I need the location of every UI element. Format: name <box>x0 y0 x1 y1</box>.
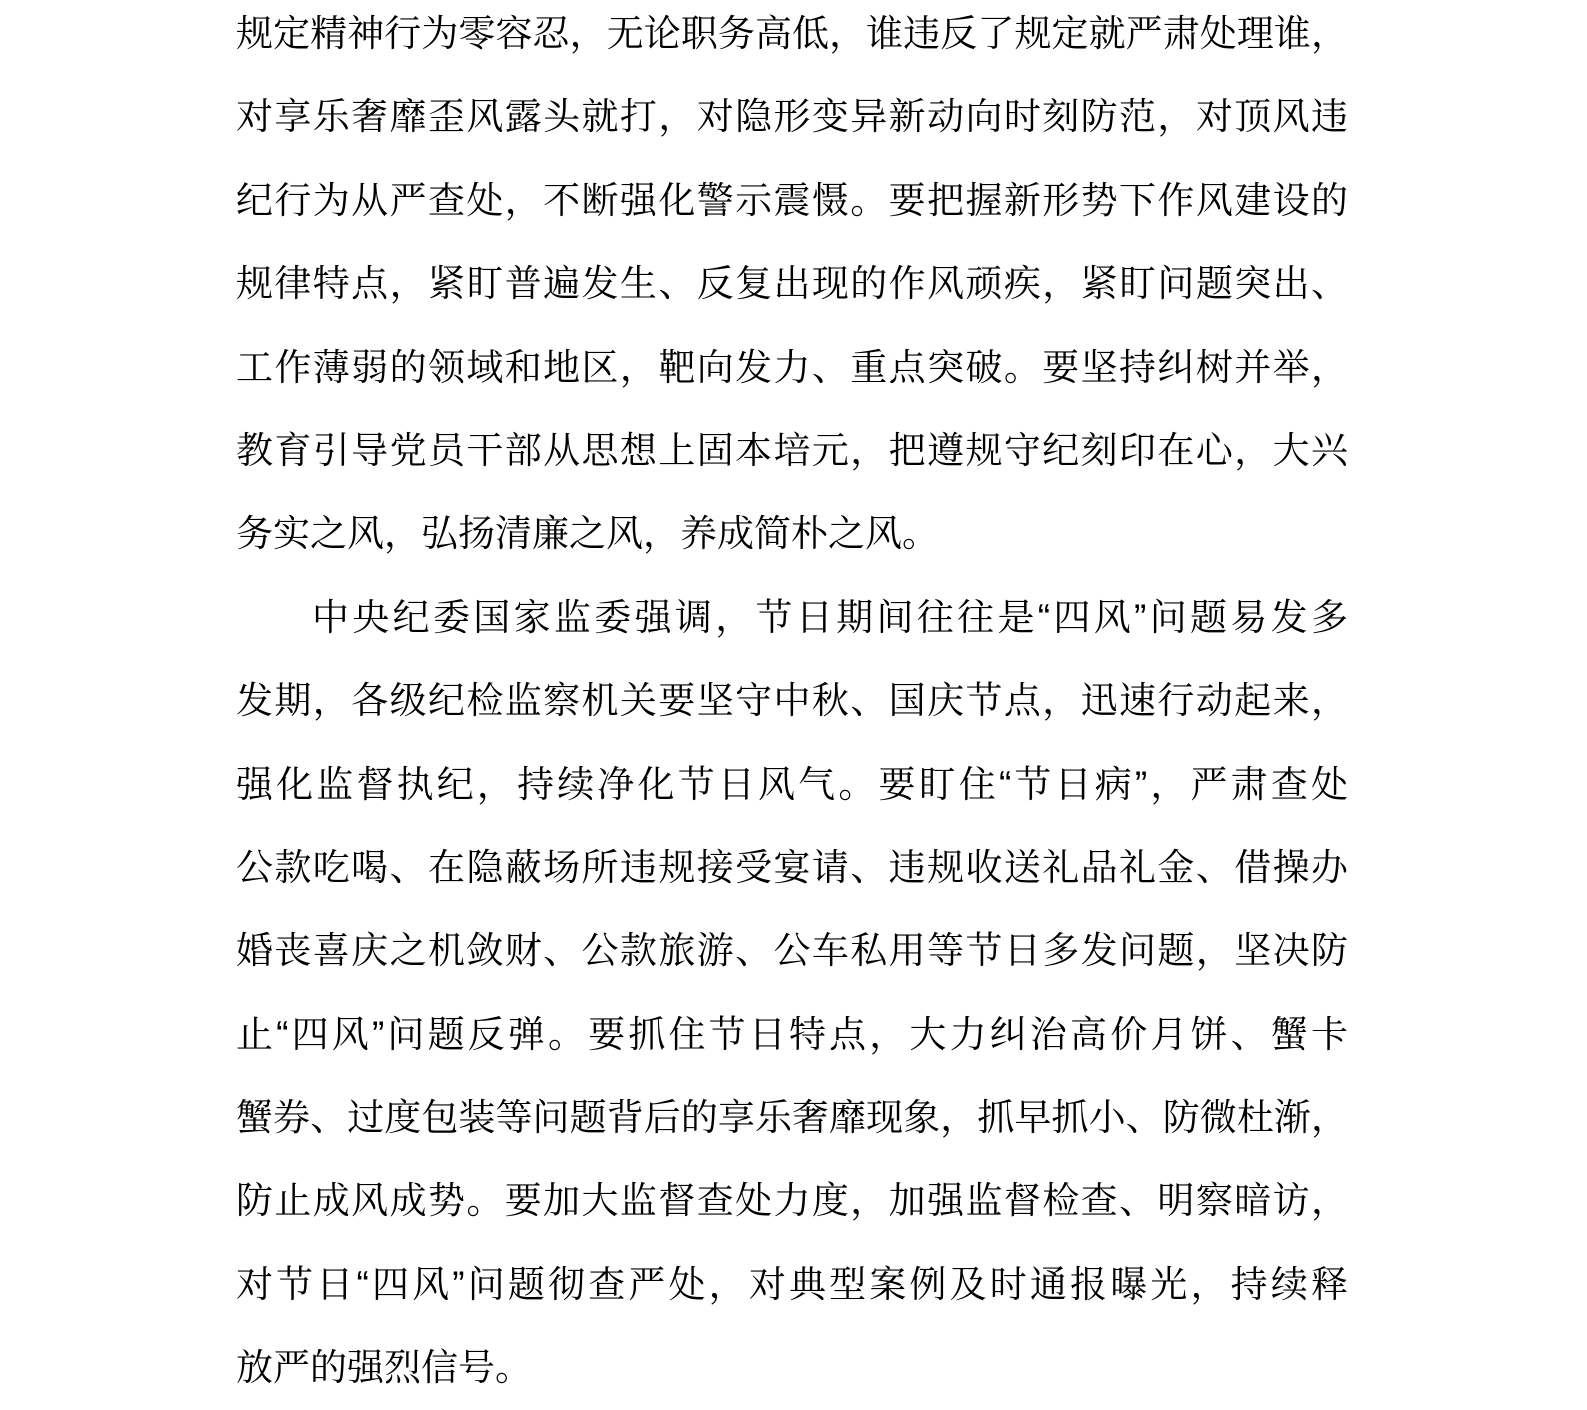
text-line: 强化监督执纪，持续净化节日风气。要盯住“节日病”，严肃查处 <box>236 763 1348 805</box>
document-text <box>236 0 1348 1410</box>
text-line: 对享乐奢靡歪风露头就打，对隐形变异新动向时刻防范，对顶风违 <box>236 96 1348 138</box>
text-line: 纪行为从严查处，不断强化警示震慑。要把握新形势下作风建设的 <box>236 179 1348 221</box>
text-line: 蟹券、过度包装等问题背后的享乐奢靡现象，抓早抓小、防微杜渐， <box>236 1097 1348 1139</box>
text-line: 规定精神行为零容忍，无论职务高低，谁违反了规定就严肃处理谁， <box>236 13 1348 54</box>
text-line: 婚丧喜庆之机敛财、公款旅游、公车私用等节日多发问题，坚决防 <box>236 930 1348 972</box>
text-line: 止“四风”问题反弹。要抓住节日特点，大力纠治高价月饼、蟹卡 <box>236 1013 1348 1055</box>
text-line: 工作薄弱的领域和地区，靶向发力、重点突破。要坚持纠树并举， <box>236 346 1348 388</box>
text-line: 中央纪委国家监委强调，节日期间往往是“四风”问题易发多 <box>312 596 1348 638</box>
text-line: 发期，各级纪检监察机关要坚守中秋、国庆节点，迅速行动起来， <box>236 680 1348 722</box>
text-line: 教育引导党员干部从思想上固本培元，把遵规守纪刻印在心，大兴 <box>236 429 1348 471</box>
text-line: 放严的强烈信号。 <box>236 1347 532 1389</box>
text-line: 公款吃喝、在隐蔽场所违规接受宴请、违规收送礼品礼金、借操办 <box>236 846 1348 888</box>
text-line: 务实之风，弘扬清廉之风，养成简朴之风。 <box>236 513 939 555</box>
text-line: 规律特点，紧盯普遍发生、反复出现的作风顽疾，紧盯问题突出、 <box>236 263 1348 305</box>
text-line: 防止成风成势。要加大监督查处力度，加强监督检查、明察暗访， <box>236 1180 1348 1222</box>
text-line: 对节日“四风”问题彻查严处，对典型案例及时通报曝光，持续释 <box>236 1263 1348 1305</box>
